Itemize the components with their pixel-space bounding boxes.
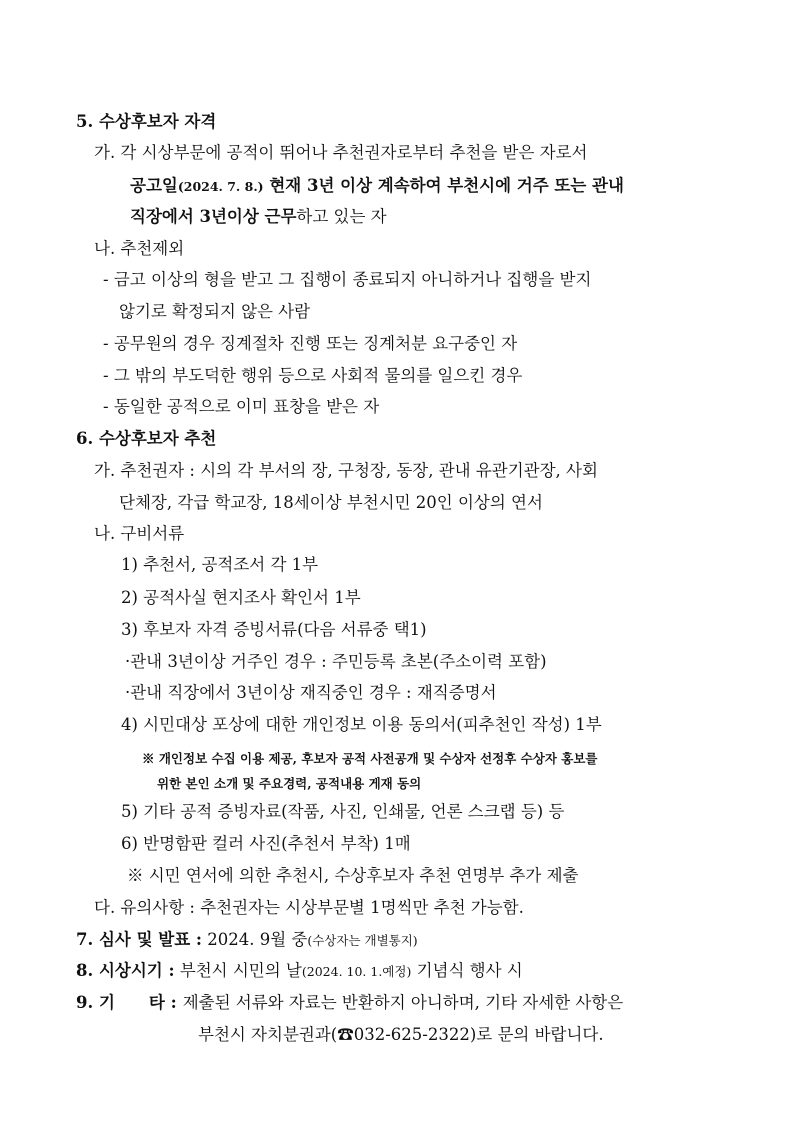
privacy-note-line-2: 위한 본인 소개 및 주요경력, 공적내용 게재 동의 bbox=[157, 776, 422, 791]
section-8-text-a: 부천시 시민의 날 bbox=[174, 961, 302, 980]
required-doc-5: 5) 기타 공적 증빙자료(작품, 사진, 인쇄물, 언론 스크랩 등) 등 bbox=[121, 802, 565, 821]
exclusion-3: - 그 밖의 부도덕한 행위 등으로 사회적 물의를 일으킨 경우 bbox=[103, 366, 523, 385]
section-6-heading: 6. 수상후보자 추천 bbox=[76, 429, 217, 448]
required-doc-4: 4) 시민대상 포상에 대한 개인정보 이용 동의서(피추천인 작성) 1부 bbox=[121, 715, 602, 734]
section-7-small: (수상자는 개별통지) bbox=[307, 933, 418, 948]
section-7-line bbox=[76, 929, 418, 952]
notice-date-label: 공고일 bbox=[130, 176, 178, 195]
section-9-line-2: 부천시 자치분권과(☎032-625-2322)로 문의 바랍니다. bbox=[198, 1025, 604, 1044]
sec6-da-caution: 다. 유의사항 : 추천권자는 시상부문별 1명씩만 추천 가능함. bbox=[94, 898, 524, 917]
sec5-ga-line-1 bbox=[94, 142, 718, 164]
work-requirement: 직장에서 3년이상 근무 bbox=[130, 207, 297, 226]
sec5-ga-text-1: 가. 각 시상부문에 공적이 뛰어나 추천권자로부터 추천을 받은 자로서 bbox=[94, 143, 588, 162]
sec6-ga-line-2: 단체장, 각급 학교장, 18세이상 부천시민 20인 이상의 연서 bbox=[119, 493, 543, 512]
residence-requirement: 현재 3년 이상 계속하여 부천시에 거주 또는 관내 bbox=[263, 176, 624, 195]
sec5-ga-line-3 bbox=[130, 206, 387, 228]
citizen-petition-note: ※ 시민 연서에 의한 추천시, 수상후보자 추천 연명부 추가 제출 bbox=[127, 866, 579, 885]
exclusion-2: - 공무원의 경우 징계절차 진행 또는 징계처분 요구중인 자 bbox=[103, 334, 518, 353]
required-doc-3a: ·관내 3년이상 거주인 경우 : 주민등록 초본(주소이력 포함) bbox=[125, 652, 547, 671]
exclusion-1-line-1: - 금고 이상의 형을 받고 그 집행이 종료되지 아니하거나 집행을 받지 bbox=[103, 270, 592, 289]
notice-date: (2024. 7. 8.) bbox=[177, 179, 264, 194]
required-doc-3: 3) 후보자 자격 증빙서류(다음 서류중 택1) bbox=[121, 620, 427, 639]
required-doc-6: 6) 반명함판 컬러 사진(추천서 부착) 1매 bbox=[121, 834, 411, 853]
sec5-ga-line-2 bbox=[130, 175, 624, 198]
section-8-text-b: 기념식 행사 시 bbox=[411, 961, 523, 980]
section-9-label-a: 9. 기 bbox=[76, 993, 115, 1012]
section-9-label-b: 타 : bbox=[148, 993, 177, 1012]
work-requirement-tail: 하고 있는 자 bbox=[296, 207, 387, 226]
exclusion-4: - 동일한 공적으로 이미 표창을 받은 자 bbox=[103, 397, 380, 416]
sec6-na-heading: 나. 구비서류 bbox=[94, 524, 185, 543]
section-8-small: (2024. 10. 1.예정) bbox=[301, 964, 412, 979]
sec6-ga-line-1: 가. 추천권자 : 시의 각 부서의 장, 구청장, 동장, 관내 유관기관장, 사회 bbox=[94, 461, 598, 480]
section-5-heading: 5. 수상후보자 자격 bbox=[76, 112, 217, 131]
section-9-text-1: 제출된 서류와 자료는 반환하지 아니하며, 기타 자세한 사항은 bbox=[182, 993, 624, 1012]
section-8-line bbox=[76, 960, 523, 983]
section-9-line-1 bbox=[76, 992, 623, 1014]
sec5-na-heading: 나. 추천제외 bbox=[94, 239, 185, 258]
privacy-note-line-1: ※ 개인정보 수집 이용 제공, 후보자 공적 사전공개 및 수상자 선정후 수상자 홍보를 bbox=[142, 751, 598, 766]
required-doc-1: 1) 추천서, 공적조서 각 1부 bbox=[121, 555, 319, 574]
section-8-label: 8. 시상시기 : bbox=[76, 961, 175, 980]
section-7-label: 7. 심사 및 발표 : bbox=[76, 930, 202, 949]
exclusion-1-line-2: 않기로 확정되지 않은 사람 bbox=[119, 302, 311, 321]
required-doc-2: 2) 공적사실 현지조사 확인서 1부 bbox=[121, 588, 361, 607]
section-7-text: 2024. 9월 중 bbox=[202, 930, 308, 949]
required-doc-3b: ·관내 직장에서 3년이상 재직중인 경우 : 재직증명서 bbox=[125, 683, 497, 702]
